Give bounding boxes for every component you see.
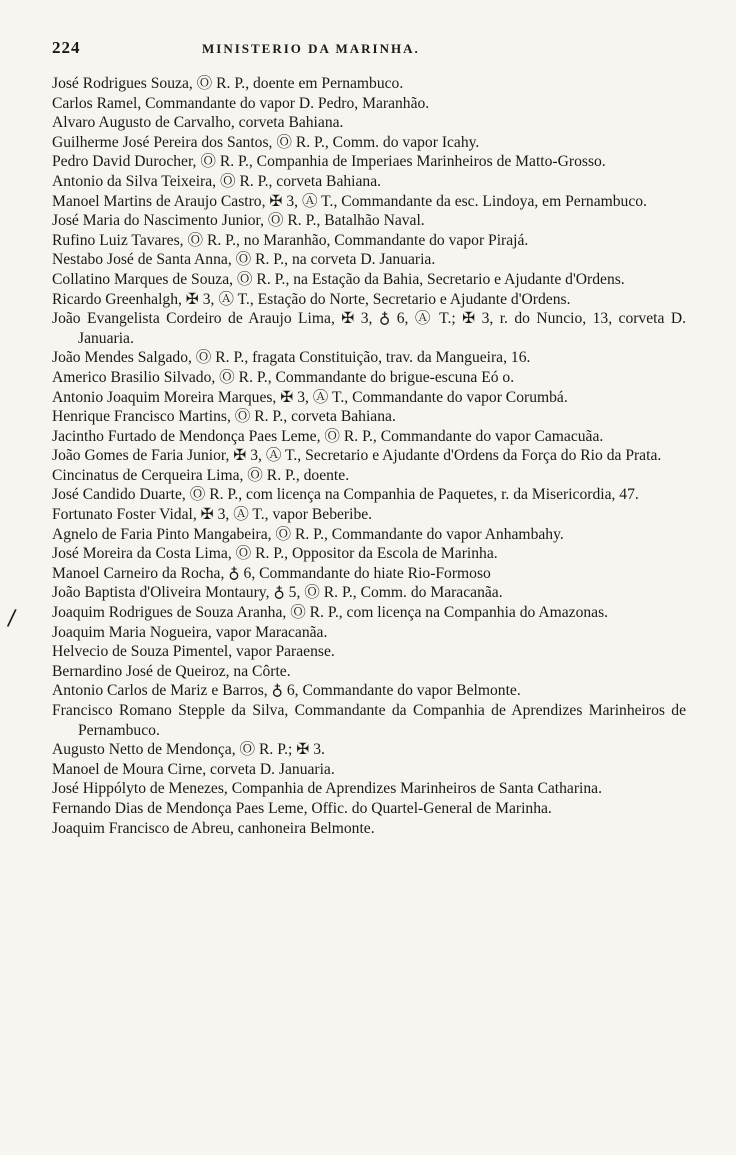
list-item: Manoel Martins de Araujo Castro, ✠ 3, Ⓐ T., Commandante da esc. Lindoya, em Pernambuco. xyxy=(52,192,647,210)
list-item: Cincinatus de Cerqueira Lima, Ⓞ R. P., doente. xyxy=(52,466,350,484)
list-item: Manoel de Moura Cirne, corveta D. Januaria. xyxy=(52,760,335,778)
list-item: Agnelo de Faria Pinto Mangabeira, Ⓞ R. P., Commandante do vapor Anhambahy. xyxy=(52,525,564,543)
list-item: Ricardo Greenhalgh, ✠ 3, Ⓐ T., Estação do Norte, Secretario e Ajudante d'Ordens. xyxy=(52,290,571,308)
list-item: Collatino Marques de Souza, Ⓞ R. P., na Estação da Bahia, Secretario e Ajudante d'Ordens. xyxy=(52,270,625,288)
list-item: João Baptista d'Oliveira Montaury, ♁ 5, Ⓞ R. P., Comm. do Maracanãa. xyxy=(52,584,503,602)
page-number: 224 xyxy=(52,38,81,57)
list-item: Joaquim Francisco de Abreu, canhoneira Belmonte. xyxy=(52,819,375,837)
list-item: João Mendes Salgado, Ⓞ R. P., fragata Constituição, trav. da Mangueira, 16. xyxy=(52,349,531,367)
list-item: Augusto Netto de Mendonça, Ⓞ R. P.; ✠ 3. xyxy=(52,741,325,759)
list-item: Henrique Francisco Martins, Ⓞ R. P., corveta Bahiana. xyxy=(52,408,396,426)
list-item: Joaquim Rodrigues de Souza Aranha, Ⓞ R. P., com licença na Companhia do Amazonas. xyxy=(52,604,609,622)
list-item: José Candido Duarte, Ⓞ R. P., com licença na Companhia de Paquetes, r. da Misericordia, 47. xyxy=(52,486,639,504)
list-item: José Moreira da Costa Lima, Ⓞ R. P., Oppositor da Escola de Marinha. xyxy=(52,545,498,563)
list-item: João Evangelista Cordeiro de Araujo Lima, ✠ 3, ♁ 6, Ⓐ T.; ✠ 3, r. do Nuncio, 13, corveta D. Januaria. xyxy=(52,310,686,347)
list-item: Antonio Carlos de Mariz e Barros, ♁ 6, Commandante do vapor Belmonte. xyxy=(52,682,521,700)
list-item: Francisco Romano Stepple da Silva, Commandante da Companhia de Aprendizes Marinheiros de Pernambuco. xyxy=(52,702,686,739)
list-item: Americo Brasilio Silvado, Ⓞ R. P., Commandante do brigue-escuna Eó o. xyxy=(52,368,515,386)
list-item: Fortunato Foster Vidal, ✠ 3, Ⓐ T., vapor Beberibe. xyxy=(52,506,373,524)
list-item: Bernardino José de Queiroz, na Côrte. xyxy=(52,662,291,680)
list-item: Carlos Ramel, Commandante do vapor D. Pedro, Maranhão. xyxy=(52,94,430,112)
list-item: Alvaro Augusto de Carvalho, corveta Bahiana. xyxy=(52,114,344,132)
list-item: Manoel Carneiro da Rocha, ♁ 6, Commandante do hiate Rio-Formoso xyxy=(52,564,491,582)
running-title: MINISTERIO DA MARINHA. xyxy=(202,41,420,56)
page-header xyxy=(52,38,686,58)
list-item: Fernando Dias de Mendonça Paes Leme, Offic. do Quartel-General de Marinha. xyxy=(52,799,552,817)
list-item: Nestabo José de Santa Anna, Ⓞ R. P., na corveta D. Januaria. xyxy=(52,251,436,269)
list-item: Helvecio de Souza Pimentel, vapor Paraense. xyxy=(52,643,335,661)
list-item: Jacintho Furtado de Mendonça Paes Leme, Ⓞ R. P., Commandante do vapor Camacuãa. xyxy=(52,427,604,445)
list-item: Joaquim Maria Nogueira, vapor Maracanãa. xyxy=(52,623,328,641)
list-item: Antonio da Silva Teixeira, Ⓞ R. P., corveta Bahiana. xyxy=(52,172,382,190)
entry-list xyxy=(52,74,686,838)
list-item: João Gomes de Faria Junior, ✠ 3, Ⓐ T., Secretario e Ajudante d'Ordens da Força do Rio da Prata. xyxy=(52,447,662,465)
list-item: José Hippólyto de Menezes, Companhia de Aprendizes Marinheiros de Santa Catharina. xyxy=(52,780,602,798)
list-item: José Rodrigues Souza, Ⓞ R. P., doente em Pernambuco. xyxy=(52,75,404,92)
list-item: Pedro David Durocher, Ⓞ R. P., Companhia de Imperiaes Marinheiros de Matto-Grosso. xyxy=(52,153,606,171)
margin-mark: / xyxy=(6,605,18,632)
list-item: Antonio Joaquim Moreira Marques, ✠ 3, Ⓐ T., Commandante do vapor Corumbá. xyxy=(52,388,568,406)
list-item: Guilherme José Pereira dos Santos, Ⓞ R. P., Comm. do vapor Icahy. xyxy=(52,133,480,151)
list-item: Rufino Luiz Tavares, Ⓞ R. P., no Maranhão, Commandante do vapor Pirajá. xyxy=(52,231,529,249)
list-item: José Maria do Nascimento Junior, Ⓞ R. P., Batalhão Naval. xyxy=(52,212,425,230)
